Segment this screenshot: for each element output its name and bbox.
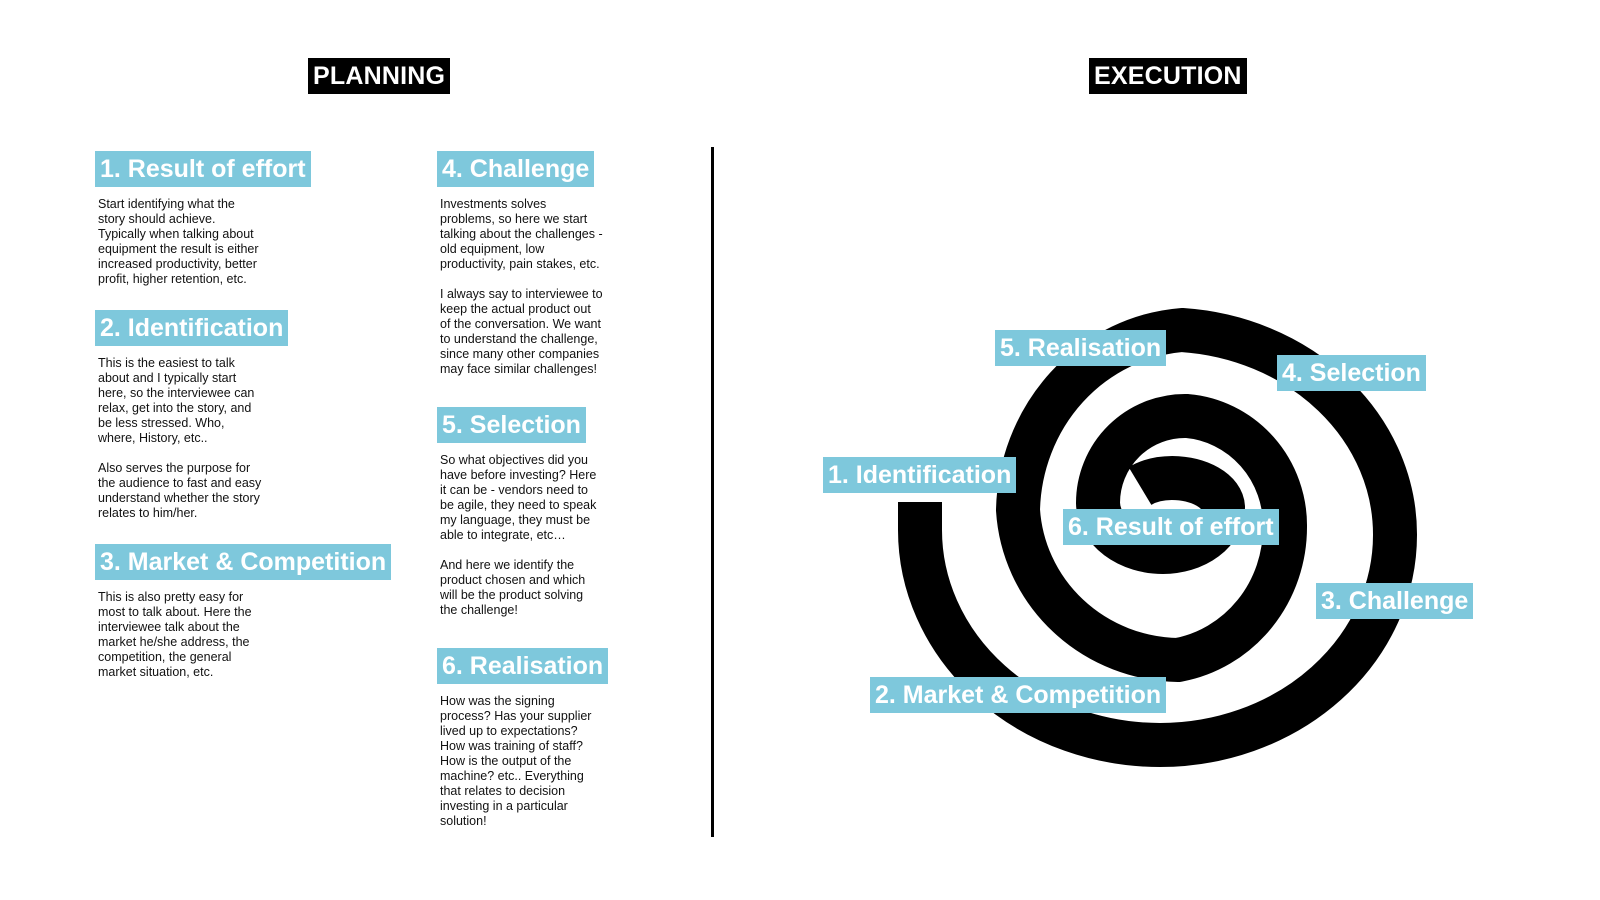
planning-title: PLANNING [308, 58, 450, 94]
execution-label-result-of-effort: 6. Result of effort [1063, 509, 1279, 545]
execution-label-realisation: 5. Realisation [995, 330, 1166, 366]
section-body: This is also pretty easy for most to talk about. Here the interviewee talk about the market he/she address, the competition, the general market situation, etc. [98, 590, 252, 679]
section-label: 3. Market & Competition [95, 544, 391, 580]
execution-label-selection: 4. Selection [1277, 355, 1426, 391]
execution-label-market-competition: 2. Market & Competition [870, 677, 1166, 713]
section-label: 2. Identification [95, 310, 288, 346]
section-body: How was the signing process? Has your supplier lived up to expectations? How was training of staff? How is the output of the machine? etc.. Everything that relates to decision investing in a particular solution! [440, 694, 592, 828]
execution-label-challenge: 3. Challenge [1316, 583, 1473, 619]
section-label: 6. Realisation [437, 648, 608, 684]
section-body: Start identifying what the story should achieve. Typically when talking about equipment the result is either increased productivity, better profit, higher retention, etc. [98, 197, 259, 286]
section-label: 4. Challenge [437, 151, 594, 187]
section-body: Investments solves problems, so here we start talking about the challenges - old equipment, low productivity, pain stakes, etc. I always say to interviewee to keep the actual product out of the conversation. We want to understand the challenge, since many other companies may face similar challenges! [440, 197, 603, 376]
execution-label-identification: 1. Identification [823, 457, 1016, 493]
section-body: This is the easiest to talk about and I typically start here, so the interviewee can relax, get into the story, and be less stressed. Who, where, History, etc.. Also serves the purpose for the audience to fast and easy understand whether the story relates to him/her. [98, 356, 262, 520]
execution-title: EXECUTION [1089, 58, 1247, 94]
section-body: So what objectives did you have before investing? Here it can be - vendors need to be agile, they need to speak my language, they must be able to integrate, etc… And here we identify the product chosen and which will be the product solving the challenge! [440, 453, 597, 617]
section-label: 1. Result of effort [95, 151, 311, 187]
section-label: 5. Selection [437, 407, 586, 443]
